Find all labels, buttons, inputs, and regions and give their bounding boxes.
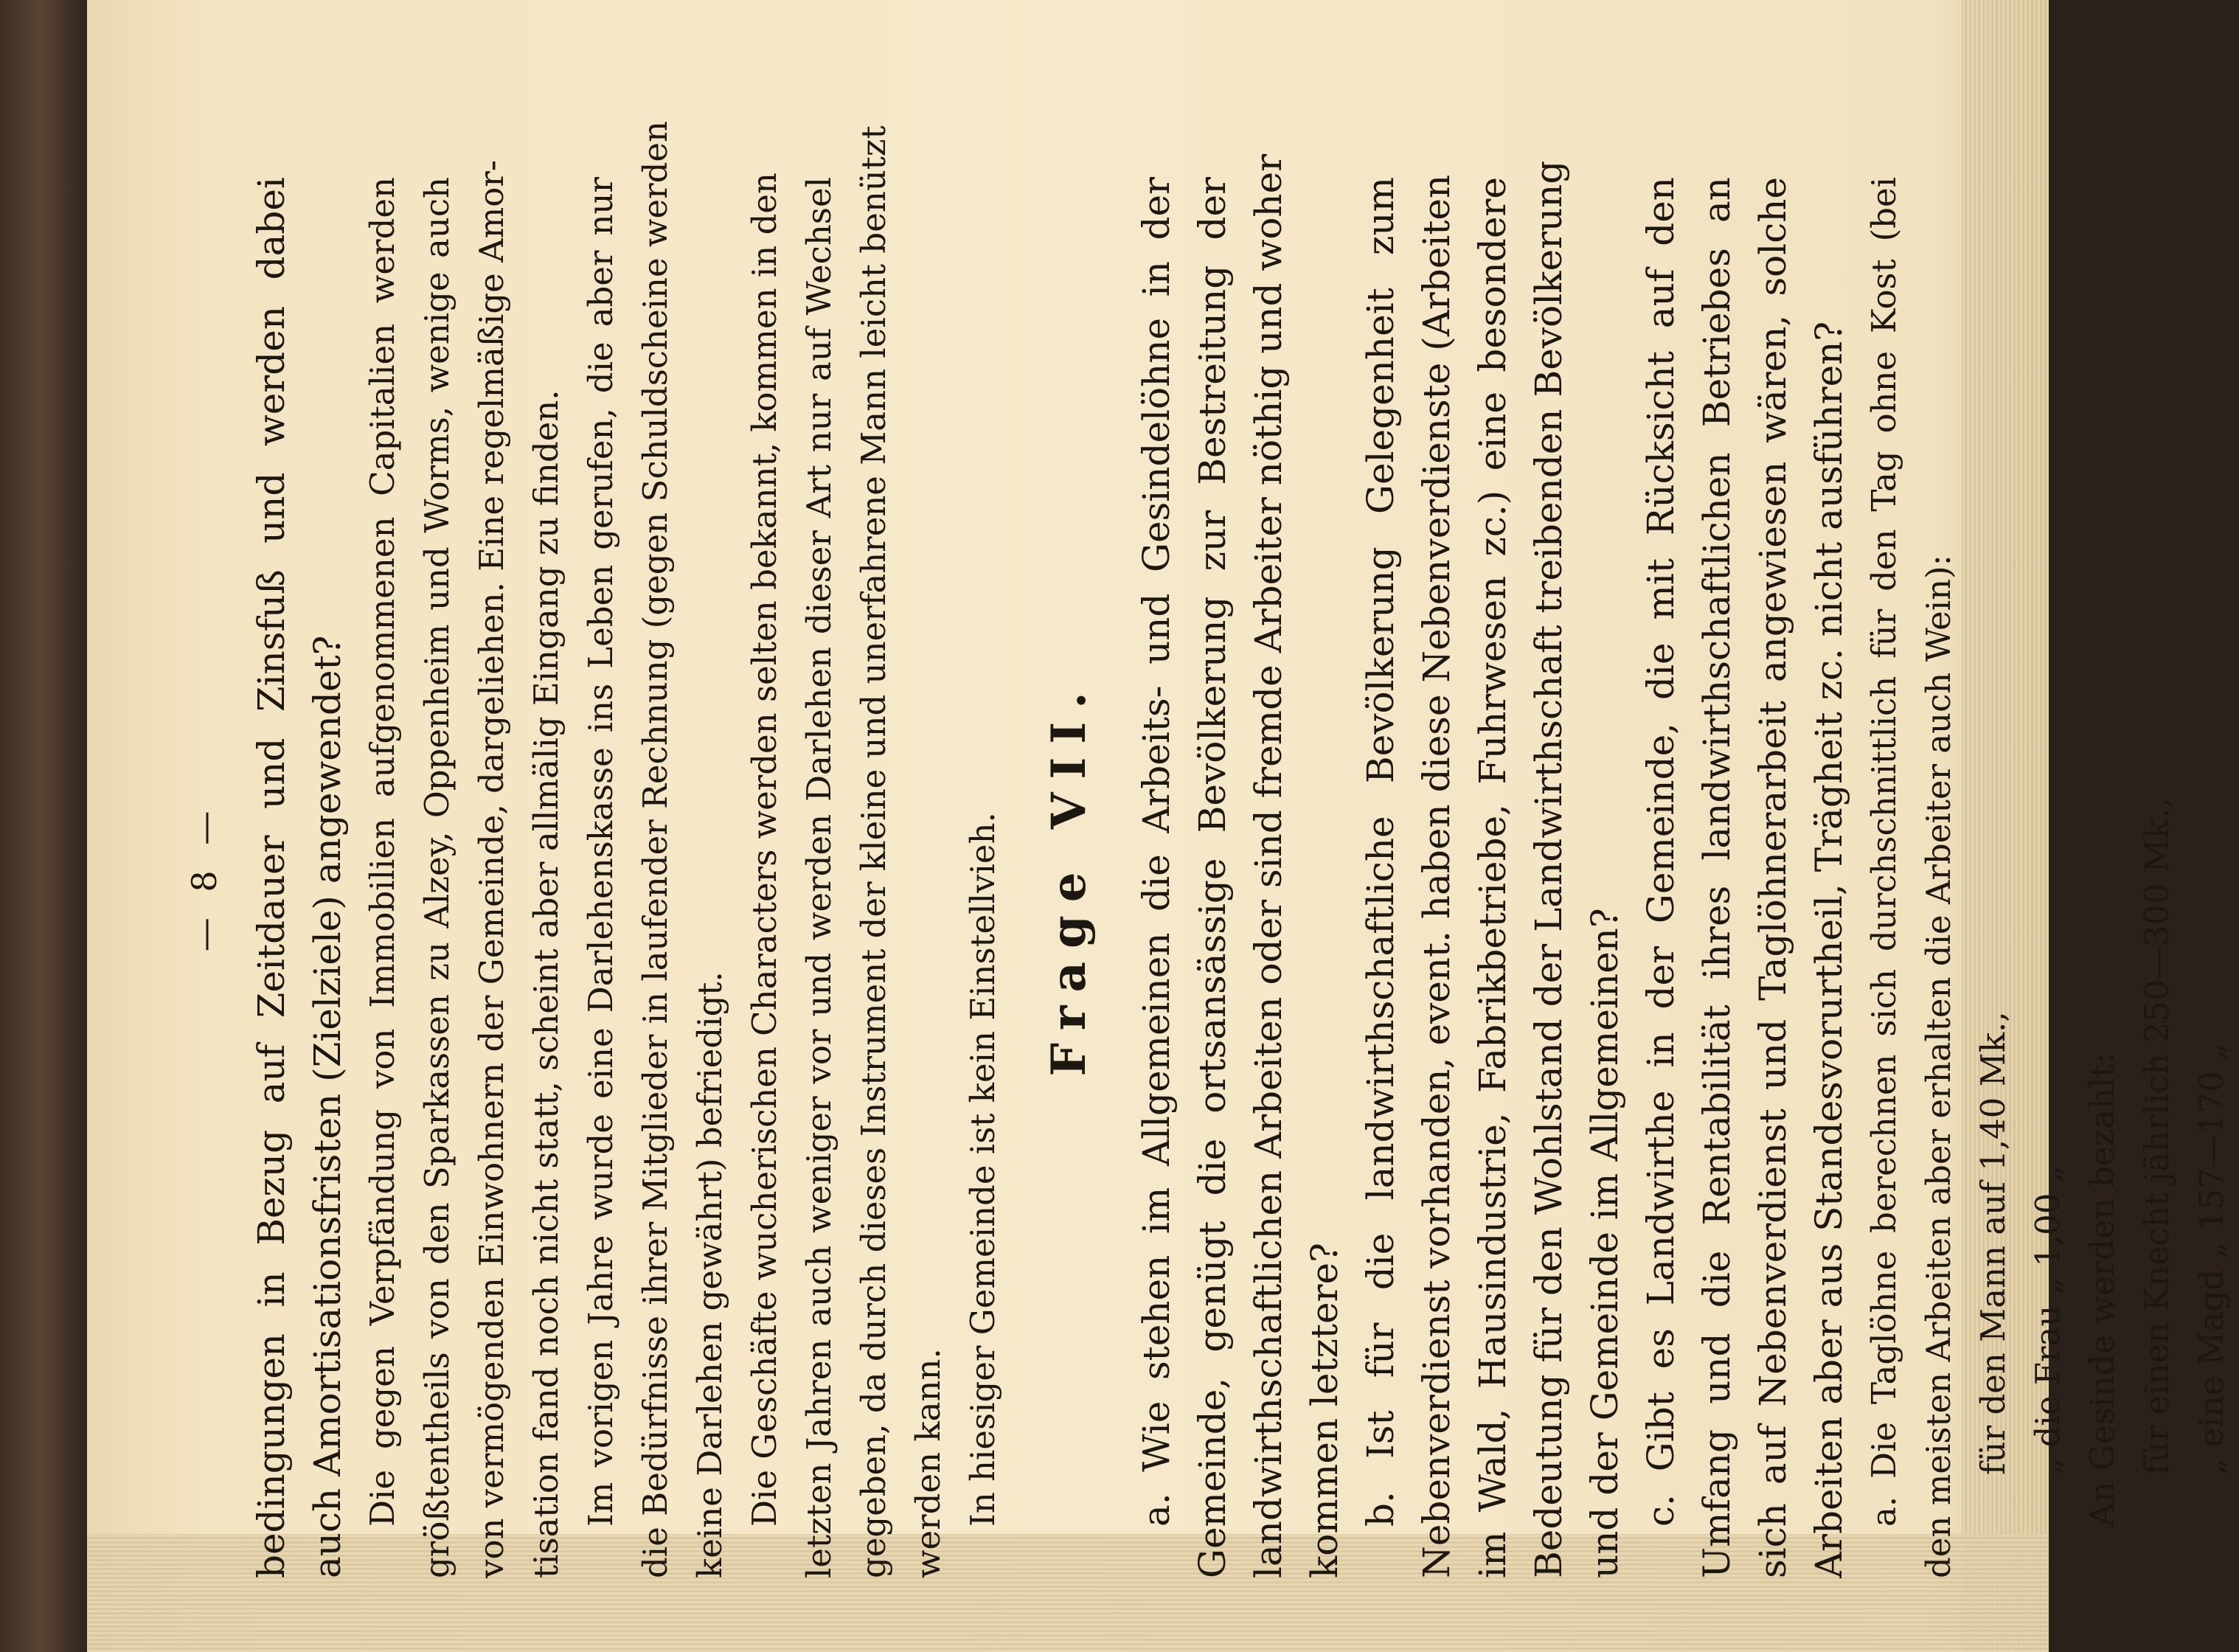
wage-line: „ die Frau „ 1,00 „ bbox=[2028, 1165, 2067, 1475]
text-line: von vermögenden Einwohnern der Gemeinde, dargeliehen. Eine regelmäßige Amor- bbox=[472, 159, 511, 1578]
text-line: letzten Jahren auch weniger vor und werden Darlehen dieser Art nur auf Wechsel bbox=[799, 177, 839, 1578]
text-line: den meisten Arbeiten aber erhalten die Arbeiter auch Wein): bbox=[1919, 555, 1958, 1578]
text-line: Bedeutung für den Wohlstand der Landwirthschaft treibenden Bevölkerung bbox=[1527, 160, 1570, 1578]
text-line: b. Ist für die landwirthschaftliche Bevölkerung Gelegenheit zum bbox=[1359, 177, 1402, 1527]
text-line: In hiesiger Gemeinde ist kein Einstellvieh. bbox=[963, 812, 1002, 1527]
text-line: Arbeiten aber aus Standesvorurtheil, Trägheit zc. nicht ausführen? bbox=[1808, 321, 1850, 1578]
text-line: bedingungen in Bezug auf Zeitdauer und Zinsfuß und werden dabei bbox=[250, 177, 293, 1578]
book-binding bbox=[0, 0, 88, 1652]
wage-line: für einen Knecht jährlich 250—300 Mk., bbox=[2137, 797, 2176, 1475]
wage-line: für den Mann auf 1,40 Mk., bbox=[1974, 1011, 2013, 1475]
text-line: Die gegen Verpfändung von Immobilien aufgenommenen Capitalien werden bbox=[363, 177, 402, 1527]
text-line: auch Amortisationsfristen (Zielziele) angewendet? bbox=[306, 635, 349, 1578]
text-line: landwirthschaftlichen Arbeiten oder sind fremde Arbeiter nöthig und woher bbox=[1247, 153, 1290, 1578]
text-line: a. Die Taglöhne berechnen sich durchschnittlich für den Tag ohne Kost (bei bbox=[1864, 177, 1903, 1527]
text-line: tisation fand noch nicht statt, scheint aber allmälig Eingang zu finden. bbox=[527, 389, 566, 1578]
text-line: im Wald, Hausindustrie, Fabrikbetriebe, Fuhrwesen zc.) eine besondere bbox=[1471, 177, 1514, 1578]
page-number: — 8 — bbox=[184, 803, 224, 952]
text-line: größtentheils von den Sparkassen zu Alzey, Oppenheim und Worms, wenige auch bbox=[417, 177, 457, 1578]
text-line: gegeben, da durch dieses Instrument der kleine und unerfahrene Mann leicht benützt bbox=[854, 125, 893, 1578]
text-line: werden kann. bbox=[909, 1348, 948, 1578]
rotated-text-block bbox=[170, 120, 2231, 1578]
text-line: und der Gemeinde im Allgemeinen? bbox=[1583, 908, 1626, 1578]
text-line: keine Darlehen gewährt) befriedigt. bbox=[690, 971, 729, 1578]
questions-block bbox=[1128, 153, 1857, 1578]
text-line: Im vorigen Jahre wurde eine Darlehenskasse ins Leben gerufen, die aber nur bbox=[581, 177, 620, 1527]
text-line: Nebenverdienst vorhanden, event. haben diese Nebenverdienste (Arbeiten bbox=[1415, 174, 1458, 1578]
section-heading: Frage VII. bbox=[1041, 678, 1097, 1077]
text-line: kommen letztere? bbox=[1303, 1243, 1346, 1578]
text-line: Gemeinde, genügt die ortsansässige Bevölkerung zur Bestreitung der bbox=[1191, 177, 1234, 1578]
paragraph-continuation bbox=[243, 177, 355, 1578]
answer-a-block bbox=[1857, 177, 2239, 1578]
text-line: Umfang und die Rentabilität ihres landwirthschaftlichen Betriebes an bbox=[1695, 177, 1738, 1578]
text-line: die Bedürfnisse ihrer Mitglieder in laufender Rechnung (gegen Schuldscheine werden bbox=[636, 120, 675, 1578]
wage-line: „ eine Magd „ 157—170 „ bbox=[2192, 1043, 2231, 1475]
text-line: Die Geschäfte wucherischen Characters werden selten bekannt, kommen in den bbox=[745, 173, 784, 1527]
answers-block bbox=[355, 120, 1010, 1578]
text-line: sich auf Nebenverdienst und Taglöhnerarbeit angewiesen wären, solche bbox=[1752, 177, 1794, 1578]
text-line: c. Gibt es Landwirthe in der Gemeinde, die mit Rücksicht auf den bbox=[1639, 177, 1682, 1527]
text-line: a. Wie stehen im Allgemeinen die Arbeits- und Gesindelöhne in der bbox=[1135, 177, 1178, 1527]
wage-line: An Gesinde werden bezahlt: bbox=[2083, 1052, 2122, 1527]
